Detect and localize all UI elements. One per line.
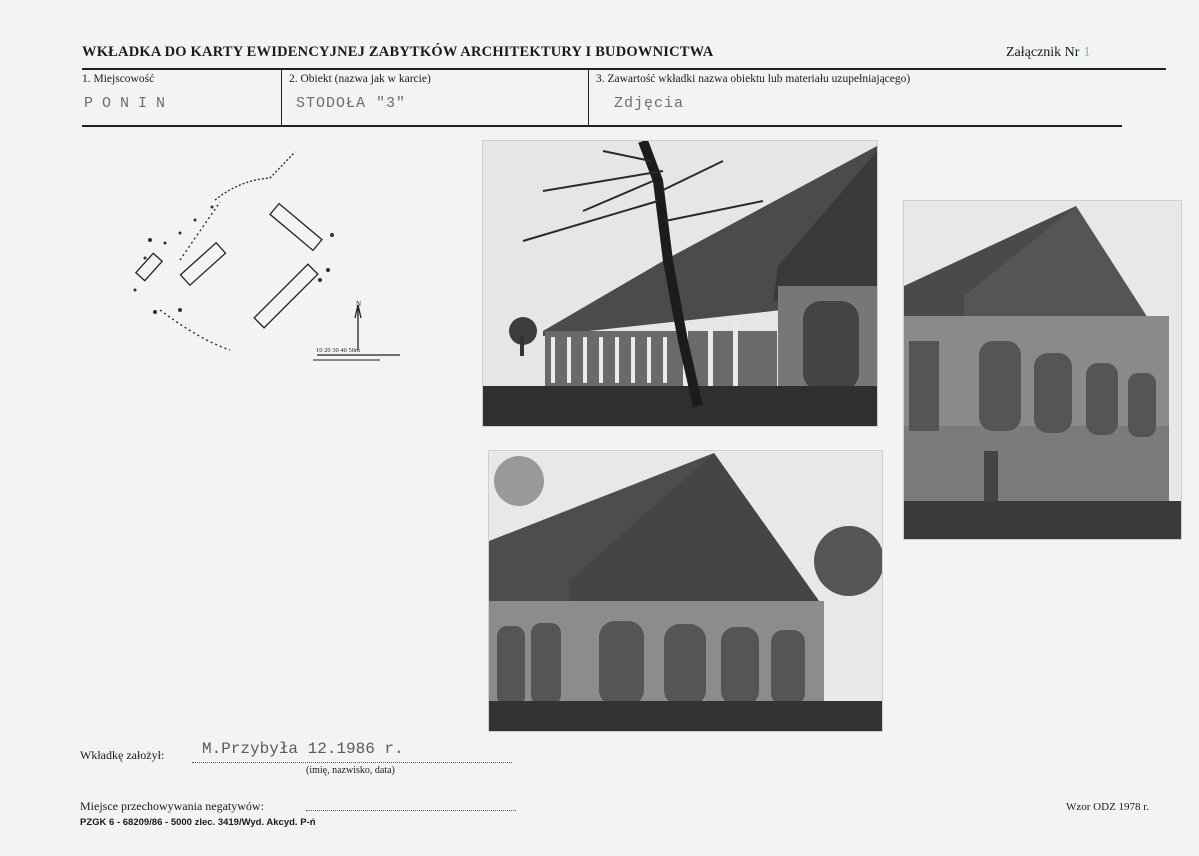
attachment-number	[1006, 45, 1090, 61]
field-divider-2	[588, 70, 589, 126]
founded-caption: (imię, nazwisko, data)	[306, 765, 395, 776]
north-arrow-label: N	[356, 300, 362, 308]
founded-value: M.Przybyła 12.1986 r.	[202, 740, 404, 758]
object-label: 2. Obiekt (nazwa jak w karcie)	[289, 73, 431, 85]
field-divider-1	[281, 70, 282, 126]
founded-dotted-line	[192, 762, 512, 763]
plan-building-2	[270, 204, 322, 251]
header-rule	[82, 68, 1166, 70]
print-info: PZGK 6 - 68209/86 - 5000 zlec. 3419/Wyd. Akcyd. P-ń	[80, 817, 316, 828]
contents-label: 3. Zawartość wkładki nazwa obiektu lub materiału uzupełniającego)	[596, 73, 911, 85]
negatives-dotted-line	[306, 810, 516, 811]
locality-value: PONIN	[84, 95, 175, 112]
form-version: Wzor ODZ 1978 r.	[1066, 801, 1150, 813]
photo-barn-long-side	[482, 140, 878, 427]
photo-barn-gable-front	[488, 450, 883, 732]
contents-value: Zdjęcia	[614, 95, 685, 112]
plan-building-4	[136, 253, 162, 280]
object-value: STODOŁA "3"	[296, 95, 407, 112]
form-title: WKŁADKA DO KARTY EWIDENCYJNEJ ZABYTKÓW ARCHITEKTURY I BUDOWNICTWA	[82, 44, 714, 60]
attachment-number-value: 1	[1083, 45, 1091, 60]
plan-building-3	[254, 264, 318, 328]
site-plan	[120, 140, 400, 420]
photo-barn-gable-side	[903, 200, 1182, 540]
locality-label: 1. Miejscowość	[82, 73, 155, 85]
plan-scale-text: 10 20 30 40 50m	[316, 347, 361, 354]
plan-building-1	[180, 243, 225, 286]
founded-label: Wkładkę założył:	[80, 748, 165, 762]
fields-rule	[82, 125, 1122, 127]
attachment-label: Załącznik Nr	[1006, 45, 1080, 60]
negatives-label: Miejsce przechowywania negatywów:	[80, 799, 264, 813]
